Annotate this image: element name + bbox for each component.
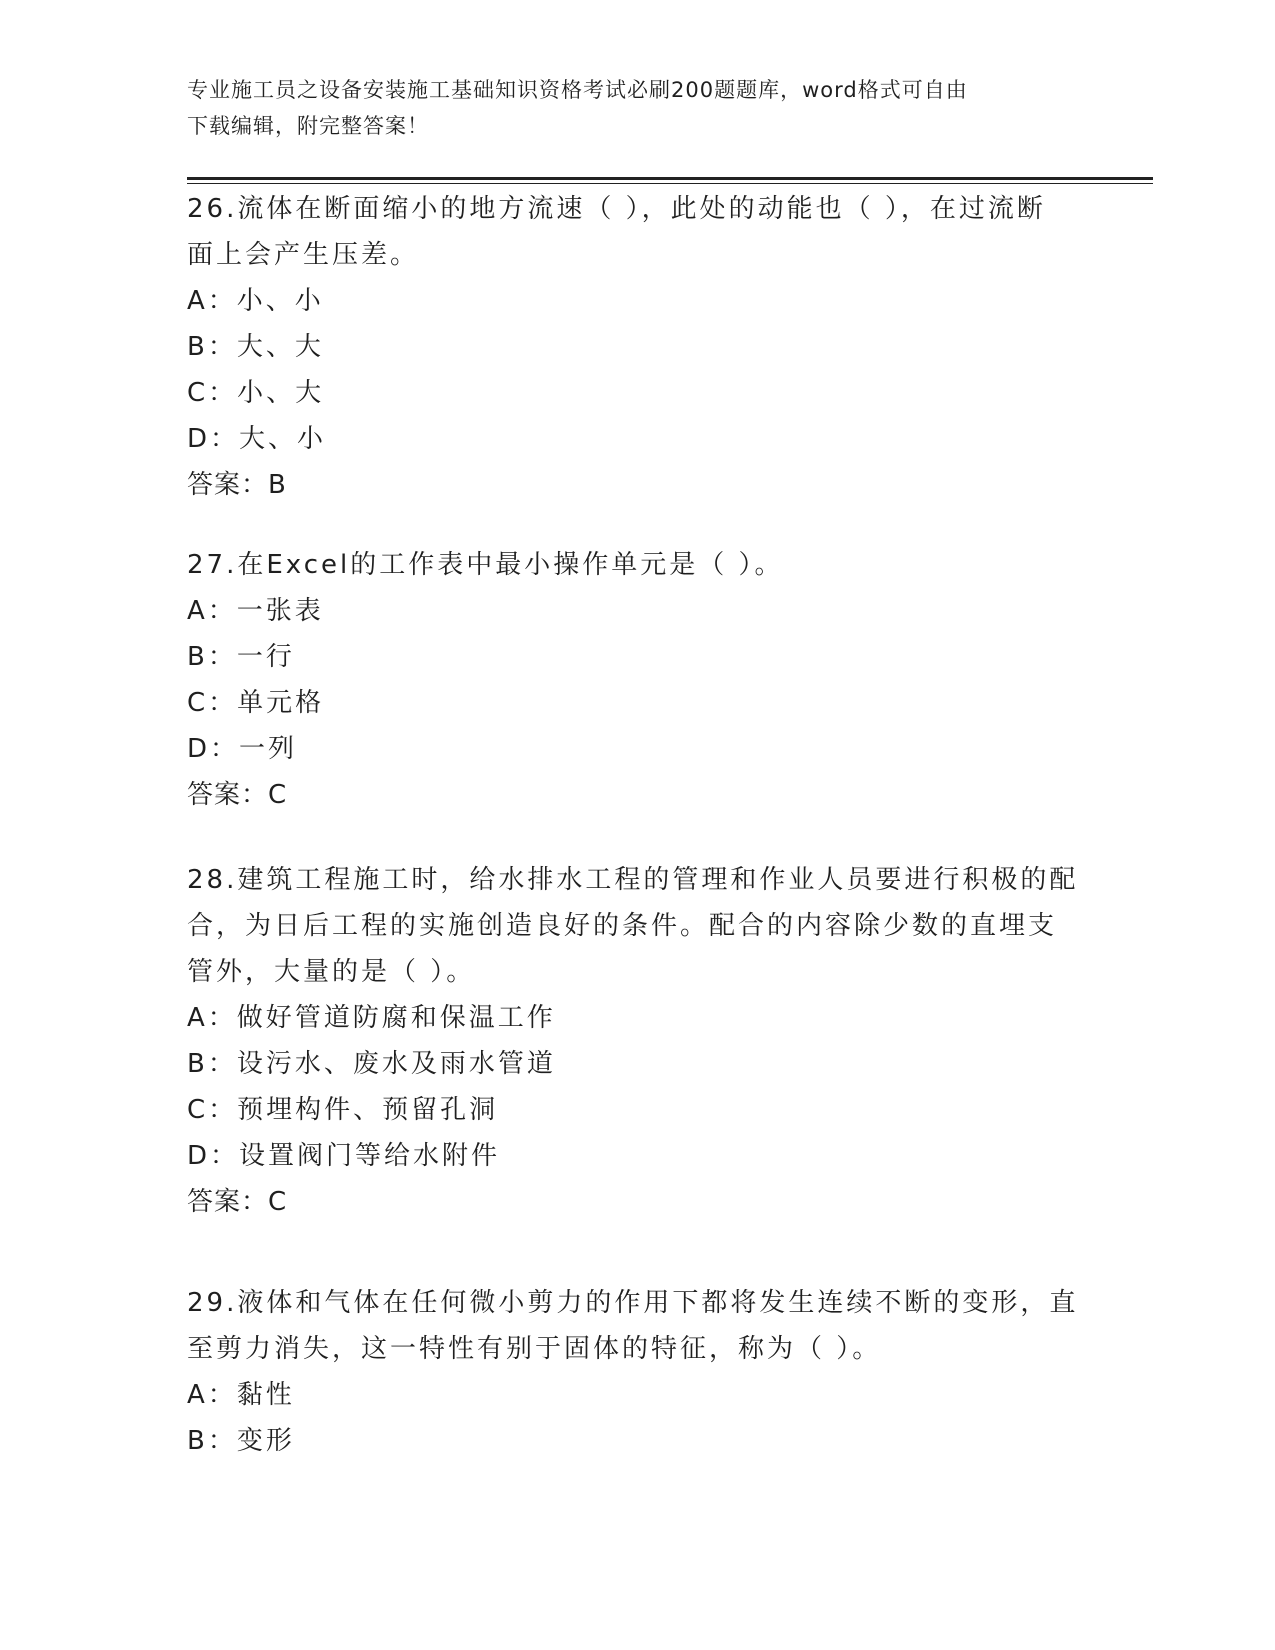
question-stem	[187, 1280, 1087, 1372]
question-26	[187, 186, 1087, 508]
option-b: B：一行	[187, 642, 295, 672]
option-b: B：变形	[187, 1426, 295, 1456]
header-note-line-1: 专业施工员之设备安装施工基础知识资格考试必刷200题题库，word格式可自由	[187, 78, 968, 102]
answer-line: 答案：C	[187, 1187, 288, 1217]
stem-line: 26.流体在断面缩小的地方流速（ ），此处的动能也（ ），在过流断	[187, 194, 1046, 224]
question-29	[187, 1280, 1087, 1464]
header-note-line-2: 下载编辑，附完整答案！	[187, 114, 429, 138]
question-stem	[187, 186, 1087, 278]
stem-line: 29.液体和气体在任何微小剪力的作用下都将发生连续不断的变形，直	[187, 1288, 1079, 1318]
stem-line: 合，为日后工程的实施创造良好的条件。配合的内容除少数的直埋支	[187, 911, 1058, 941]
stem-line: 管外，大量的是（ ）。	[187, 957, 476, 987]
option-c: C：小、大	[187, 378, 325, 408]
answer-line: 答案：B	[187, 470, 287, 500]
question-stem	[187, 542, 1087, 588]
option-c: C：单元格	[187, 688, 325, 718]
option-d: D：大、小	[187, 424, 327, 454]
option-b: B：大、大	[187, 332, 324, 362]
option-a: A：小、小	[187, 286, 324, 316]
option-b: B：设污水、废水及雨水管道	[187, 1049, 556, 1079]
question-27	[187, 542, 1087, 818]
document-header-note	[187, 72, 1067, 144]
option-d: D：一列	[187, 734, 298, 764]
answer-line: 答案：C	[187, 780, 288, 810]
option-c: C：预埋构件、预留孔洞	[187, 1095, 499, 1125]
option-a: A：一张表	[187, 596, 324, 626]
question-28	[187, 857, 1087, 1225]
stem-line: 28.建筑工程施工时，给水排水工程的管理和作业人员要进行积极的配	[187, 865, 1079, 895]
stem-line: 至剪力消失，这一特性有别于固体的特征，称为（ ）。	[187, 1334, 882, 1364]
option-a: A：黏性	[187, 1380, 295, 1410]
header-divider-thin	[187, 183, 1153, 184]
stem-line: 27.在Excel的工作表中最小操作单元是（ ）。	[187, 550, 784, 580]
option-a: A：做好管道防腐和保温工作	[187, 1003, 556, 1033]
header-divider-thick	[187, 177, 1153, 180]
option-d: D：设置阀门等给水附件	[187, 1141, 501, 1171]
question-stem	[187, 857, 1087, 995]
stem-line: 面上会产生压差。	[187, 240, 420, 270]
